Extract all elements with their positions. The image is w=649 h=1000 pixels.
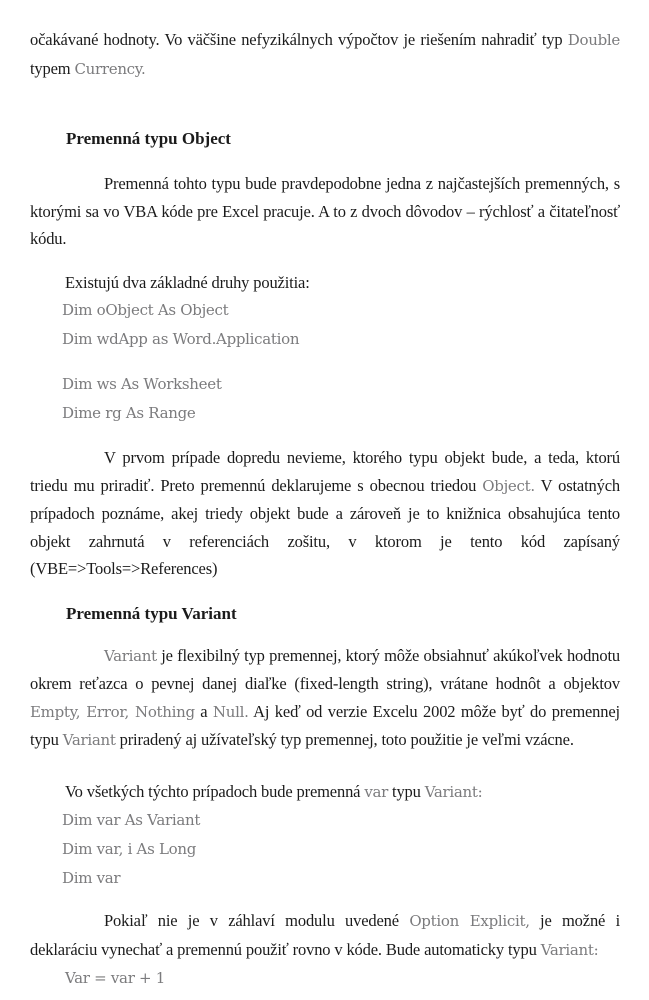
body-text: priradený aj užívateľský typ premennej, toto použitie je veľmi vzácne. [115, 730, 574, 749]
body-text: je možné i deklaráciu vynechať a premennú použiť rovno v kóde. Bude automaticky typu [30, 911, 621, 959]
paragraph-object-explanation [30, 444, 620, 583]
paragraph-object-intro [30, 170, 620, 253]
inline-code-text: Currency. [74, 59, 146, 78]
code-block-var-increment [65, 964, 620, 993]
inline-code-text: Variant [62, 731, 116, 749]
body-text: V ostatných prípadoch poznáme, akej triedy objekt bude a zároveň je to knižnica obsahujúca tento objekt zahrnutá v referenciách zošitu, v ktorom je tento kód zapísaný (VBE=>Tools=>References) [30, 475, 620, 578]
body-text: Pokiaľ nie je v záhlaví modulu uvedené [104, 911, 410, 930]
code-line: Dim var [62, 869, 121, 887]
code-line: Dim ws As Worksheet [62, 375, 222, 393]
inline-code-text: Null. [212, 702, 249, 721]
body-text: očakávané hodnoty. Vo väčšine nefyzikálnych výpočtov je riešením nahradiť typ [30, 30, 568, 49]
paragraph-option-explicit [30, 907, 620, 964]
section-heading-object: Premenná typu Object [66, 129, 231, 148]
body-text: a [194, 701, 213, 721]
inline-code-text: Option Explicit, [409, 912, 530, 930]
section-heading-variant: Premenná typu Variant [66, 603, 237, 623]
body-text: je flexibilný typ premennej, ktorý môže obsiahnuť akúkoľvek hodnotu okrem reťazca o pevnej danej diaľke (fixed-length string), vrátane hodnôt a objektov [30, 645, 620, 693]
body-text: typem [30, 58, 75, 78]
label-variant-cases [65, 778, 620, 807]
code-block-dim-object [62, 296, 620, 354]
code-block-dim-worksheet [62, 370, 620, 428]
code-line: Dim var As Variant [62, 811, 201, 829]
paragraph-variant-intro [30, 642, 620, 755]
code-line: Var = var + 1 [65, 969, 166, 987]
body-text: Aj keď od verzie Excelu 2002 môže byť do premennej typu [30, 701, 620, 749]
body-text: Premenná tohto typu bude pravdepodobne jedna z najčastejších premenných, s ktorými sa vo VBA kóde pre Excel pracuje. A to z dvoch dôvodov – rýchlosť a čitateľnosť kódu. [30, 174, 620, 248]
body-text: Existujú dva základné druhy použitia: [65, 272, 310, 292]
inline-code-text: Empty, Error, Nothing [30, 702, 195, 721]
inline-code-text: Double [567, 31, 620, 49]
code-block-dim-variant [62, 806, 620, 893]
inline-code-text: Object. [482, 476, 535, 495]
code-line: Dim oObject As Object [62, 301, 229, 319]
code-line: Dim var, i As Long [62, 840, 197, 858]
inline-code-text: Variant [104, 646, 157, 665]
body-text: Vo všetkých týchto prípadoch bude premenná [65, 781, 365, 801]
code-line: Dime rg As Range [62, 404, 196, 422]
inline-code-text: Variant: [540, 940, 599, 959]
paragraph-currency [30, 26, 620, 83]
body-text: typu [388, 781, 425, 801]
inline-code-text: var [364, 782, 389, 801]
inline-code-text: Variant: [424, 782, 483, 801]
code-line: Dim wdApp as Word.Application [62, 330, 300, 348]
label-two-usages [65, 269, 620, 297]
body-text: V prvom prípade dopredu nevieme, ktorého typu objekt bude, a teda, ktorú triedu mu priradiť. Preto premennú deklarujeme s obecnou triedou [30, 448, 620, 495]
